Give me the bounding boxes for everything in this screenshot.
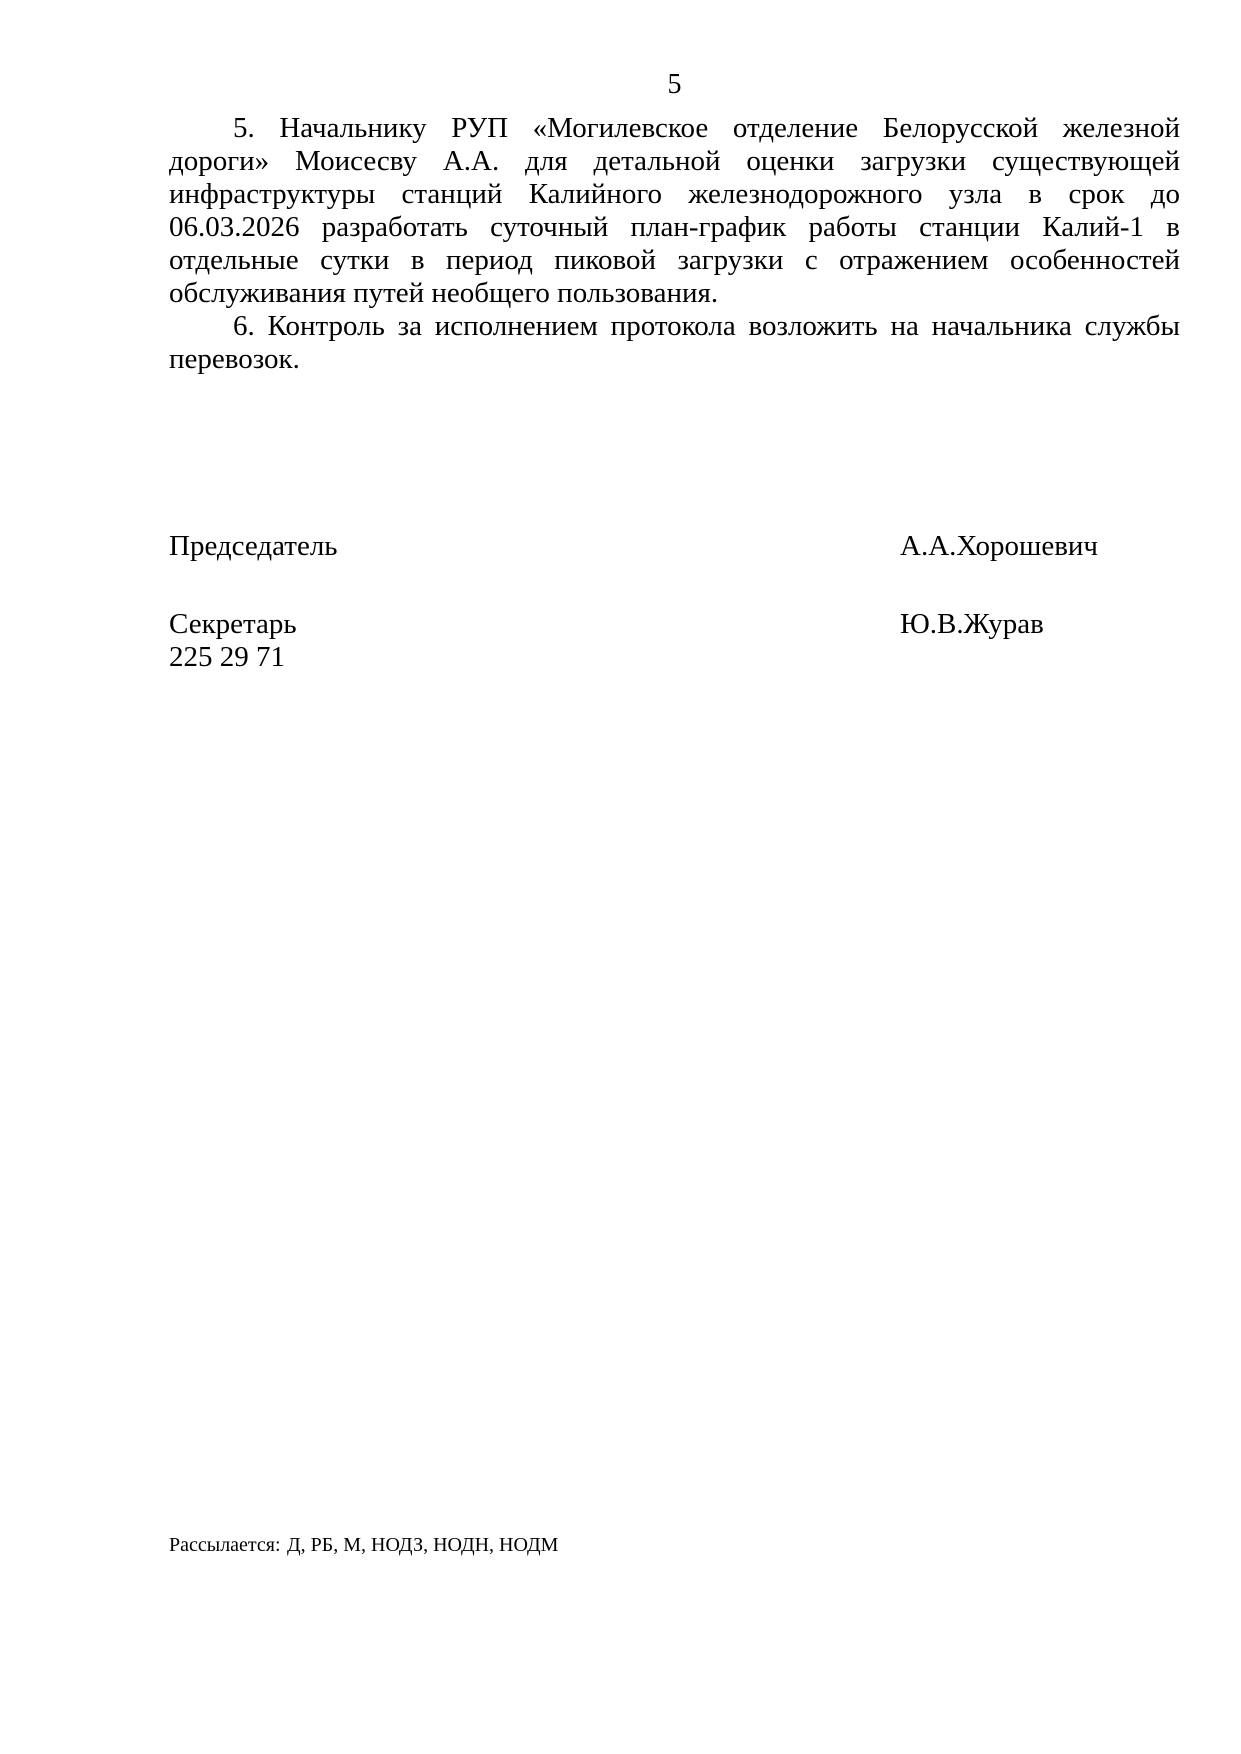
paragraph-line: перевозок. [169,343,300,375]
paragraph-line: инфраструктуры станций Калийного железнодорожного узла в срок до [169,178,1180,210]
distribution-label: Рассылается: [169,1534,281,1556]
secretary-label: Секретарь [169,608,297,640]
paragraph-line: 6. Контроль за исполнением протокола возложить на начальника службы [233,310,1180,342]
signature-row-chairman [169,530,1180,563]
page-number: 5 [667,69,682,100]
paragraph-6 [169,310,1180,376]
distribution-line [169,1533,1180,1557]
paragraph-line: дороги» Моисесву А.А. для детальной оценки загрузки существующей [169,145,1180,177]
secretary-name: Ю.В.Журав [900,608,1044,640]
document-body [169,112,1180,376]
secretary-phone: 225 29 71 [169,641,285,673]
chairman-label: Председатель [169,530,338,562]
paragraph-5 [169,112,1180,310]
chairman-name: А.А.Хорошевич [900,530,1099,562]
paragraph-line: 5. Начальнику РУП «Могилевское отделение Белорусской железной [233,112,1180,144]
paragraph-line: обслуживания путей необщего пользования. [169,277,719,309]
paragraph-line: отдельные сутки в период пиковой загрузки с отражением особенностей [169,244,1180,276]
paragraph-line: 06.03.2026 разработать суточный план-график работы станции Калий-1 в [169,211,1180,243]
signature-row-secretary [169,608,1180,641]
distribution-list: Д, РБ, М, НОДЗ, НОДН, НОДМ [287,1534,559,1556]
secretary-phone-row [169,641,1180,674]
